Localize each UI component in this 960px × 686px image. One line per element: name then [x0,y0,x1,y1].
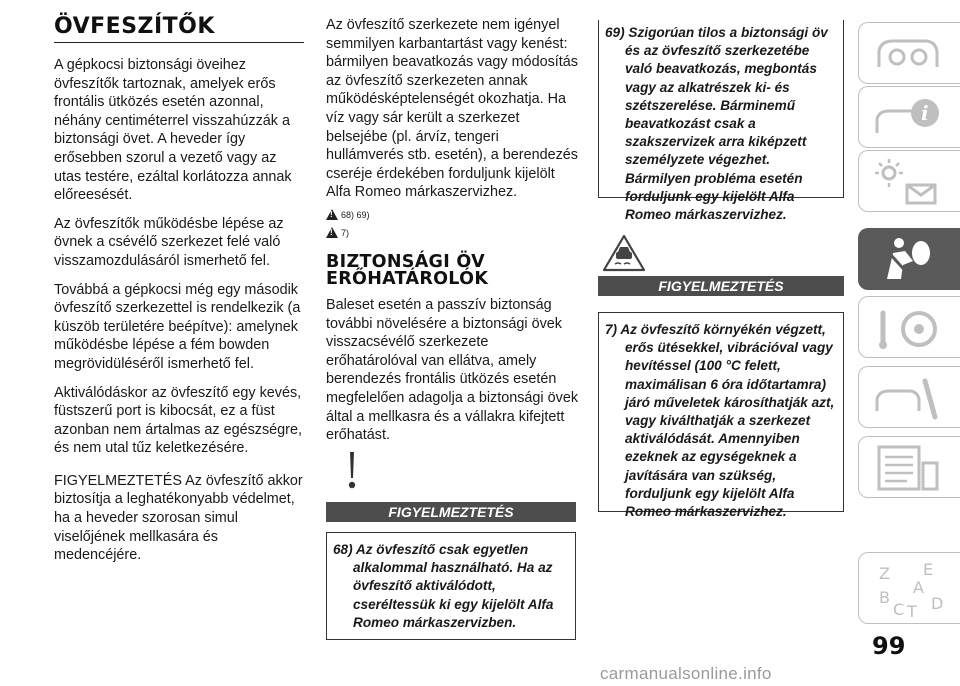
car-tools-icon [873,373,943,423]
warning-text: 69) Szigorúan tilos a biztonsági öv és az övfeszítő szerkezetébe való beavatkozás, megbontás vagy az alkatrészek ki- és szétszerelése. Bárminemű beavatkozást csak a szakszervizek arra kiképzett személyzete végezhet. Bármilyen probléma esetén forduljunk egy kijelölt Alfa Romeo márkaszervizhez. [605,25,828,223]
tab-emergency[interactable] [858,366,960,428]
technical-data-list-icon [873,443,943,493]
index-letter: Z [879,564,890,583]
watermark: carmanualsonline.info [600,664,772,683]
index-letter: A [913,578,924,597]
tab-info[interactable] [858,86,960,148]
warning-box-69 [598,20,844,223]
warning-title-bar: FIGYELMEZTETÉS [326,502,576,522]
warning-text: 7) Az övfeszítő környékén végzett, erős ütésekkel, vibrációval vagy hevítéssel (100 °C felett, maximálisan 6 óra időtartamra) járó műveletek károsíthatják azt, vagy kiválthatják a szerkezet aktiválódását. Amennyiben ezeknek az egységeknek a javítására van szükség, forduljunk egy kijelölt Alfa Romeo márkaszervizhez. [605,322,835,520]
warning-box-68 [326,532,576,640]
warning-title-bar: FIGYELMEZTETÉS [598,276,844,296]
seatbelt-airbag-icon [873,235,943,285]
alphabet-index-icon [873,559,953,621]
paragraph: Aktiválódáskor az övfeszítő egy kevés, füstszerű port is kibocsát, ez a füst azonban nem ártalmas az egészségre, és nem utal tűz keletkezésére. [54,384,302,457]
caution-reference[interactable] [326,224,578,242]
index-letter: E [923,560,934,579]
svg-text:i: i [921,101,929,125]
reference-label: 68) 69) [341,209,370,220]
index-letter: T [907,602,917,621]
caution-car-icon [602,234,646,272]
tab-safety[interactable] [858,228,960,290]
warning-box-7 [598,312,844,520]
col2-paragraphs [326,16,578,455]
tab-technical-data[interactable] [858,436,960,498]
section-subheading [326,251,578,289]
car-dashboard-icon [873,29,943,79]
warning-triangle-icon [326,209,338,220]
tab-warning-lights[interactable] [858,150,960,212]
subheading-line: BIZTONSÁGI ÖV [326,251,485,272]
tab-dashboard[interactable] [858,22,960,84]
page-heading: ÖVFESZÍTŐK [54,14,304,43]
index-letter: B [879,588,890,607]
info-car-icon [873,93,943,143]
tab-starting-driving[interactable] [858,296,960,358]
col1-paragraphs [54,56,306,575]
warning-text: 68) Az övfeszítő csak egyetlen alkalommal használható. Ha az övfeszítő aktiválódott, cseréltessük ki egy kijelölt Alfa Romeo márkaszervizben. [333,542,554,630]
page-number: 99 [872,632,906,660]
caution-triangle-icon [326,227,338,238]
index-letter: C [893,600,905,619]
subheading-line: ERŐHATÁROLÓK [326,268,489,289]
warning-lights-icon [873,157,943,207]
paragraph: FIGYELMEZTETÉS Az övfeszítő akkor biztosítja a leghatékonyabb védelmet, ha a heveder szorosan simul viselőjének mellkasára és medencéjére. [54,472,303,564]
paragraph: A gépkocsi biztonsági öveihez övfeszítők tartoznak, amelyek erős frontális ütközés esetén azonnal, néhány centiméterrel visszahúzzák a biztonsági övet. A heveder így erősebben szorul a vezető vagy az utas testére, ezáltal korlátozza annak előreesését. [54,57,292,204]
exclamation-warning-icon [335,450,369,490]
paragraph: Baleset esetén a passzív biztonság további növelésére a biztonsági övek visszacsévélő szerkezete erőhatárolóval van ellátva, amely berendezés frontális ütközés esetén megfelelően adagolja a biztonsági övek által a mellkasra és a vállakra kifejtett erőhatást. [326,296,579,444]
paragraph: Az övfeszítők működésbe lépése az övnek a csévélő szerkezet felé való visszamozdulásáról ismerhető fel. [54,215,284,269]
paragraph: Továbbá a gépkocsi még egy második övfeszítő szerkezettel is rendelkezik (a küszöb területére beépítve): amelynek működésbe lépése a fém bowden megrövidüléséről ismerhető fel. [54,281,301,372]
paragraph: Az övfeszítő szerkezete nem igényel semmilyen karbantartást vagy kenést: bármilyen beavatkozás vagy módosítás az övfeszítő szerkezeten annak működésképtelenségét okozhatja. Ha víz vagy sár került a szerkezet belsejébe (pl. árvíz, tengeri hullámverés stb. esetén), a berendezés cseréje érdekében forduljunk kijelölt Alfa Romeo márkaszervizhez. [326,17,578,201]
tools-steering-icon [873,303,943,353]
index-letter: D [931,594,944,613]
warning-reference[interactable] [326,206,578,224]
tab-index[interactable] [858,552,960,624]
reference-label: 7) [341,227,350,238]
